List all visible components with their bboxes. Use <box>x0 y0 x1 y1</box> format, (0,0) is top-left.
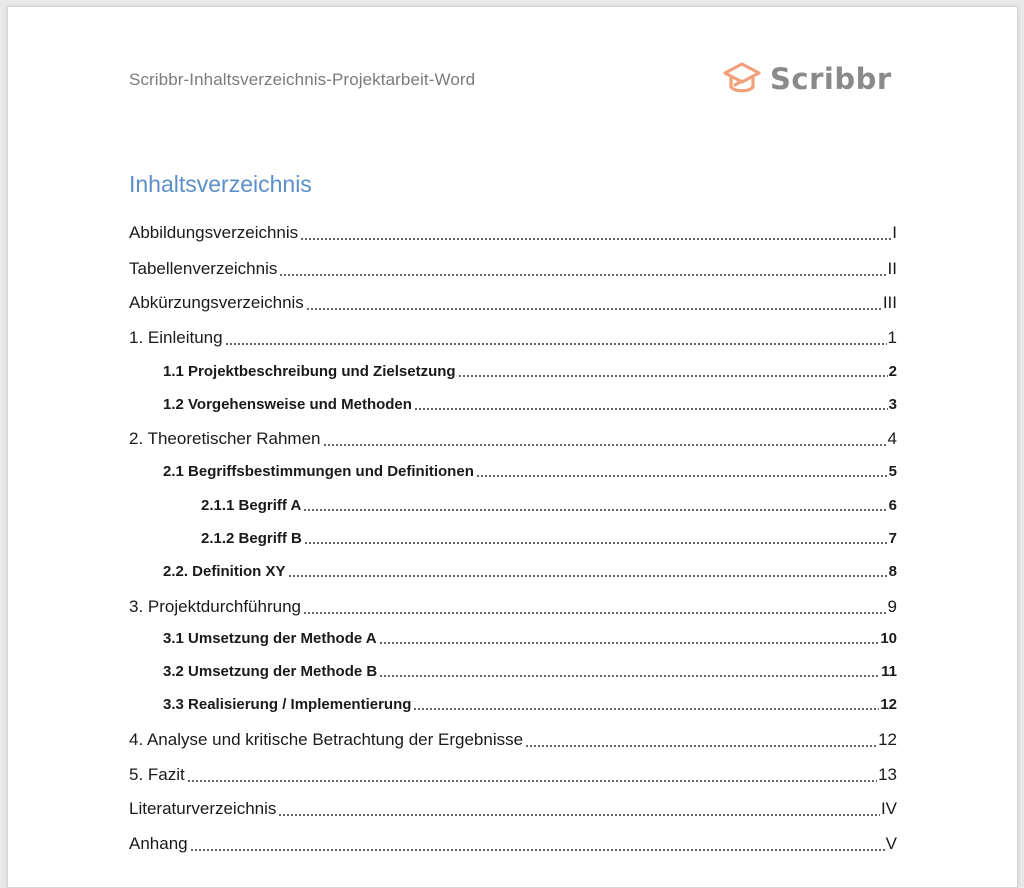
toc-entry-page: 13 <box>878 765 897 784</box>
toc-entry[interactable] <box>163 563 897 580</box>
toc-entry[interactable] <box>163 396 897 413</box>
toc-dot-leader <box>303 612 887 614</box>
toc-dot-leader <box>225 343 887 345</box>
toc-entry-page: 7 <box>888 530 897 547</box>
toc-entry-label: Abkürzungsverzeichnis <box>129 293 304 312</box>
toc-dot-leader <box>413 708 879 710</box>
document-page <box>7 6 1018 888</box>
toc-entry-label: 1. Einleitung <box>129 328 223 347</box>
toc-dot-leader <box>414 408 888 410</box>
toc-entry[interactable] <box>129 799 897 819</box>
toc-dot-leader <box>476 475 888 477</box>
toc-dot-leader <box>300 238 891 240</box>
toc-entry-label: 3.3 Realisierung / Implementierung <box>163 696 412 713</box>
toc-entry[interactable] <box>129 597 897 617</box>
toc-entry-label: 4. Analyse und kritische Betrachtung der Ergebnisse <box>129 730 524 749</box>
toc-dot-leader <box>187 780 877 782</box>
toc-entry-page: 2 <box>888 363 897 380</box>
toc-dot-leader <box>323 444 887 446</box>
toc-entry[interactable] <box>129 223 897 243</box>
toc-entry[interactable] <box>163 363 897 380</box>
toc-entry[interactable] <box>201 530 897 547</box>
toc-entry-label: 2. Theoretischer Rahmen <box>129 429 321 448</box>
toc-dot-leader <box>279 274 886 276</box>
toc-entry-label: Literaturverzeichnis <box>129 799 277 818</box>
logo-text: Scribbr <box>770 62 892 96</box>
toc-entry-page: 8 <box>888 563 897 580</box>
toc-entry-page: 10 <box>880 630 897 647</box>
toc-entry[interactable] <box>201 497 897 514</box>
toc-entry-label: Tabellenverzeichnis <box>129 259 278 278</box>
toc-entry-page: II <box>887 259 897 278</box>
toc-dot-leader <box>190 849 885 851</box>
toc-entry-label: Abbildungsverzeichnis <box>129 223 299 242</box>
toc-entry[interactable] <box>129 730 897 750</box>
toc-entry-label: Anhang <box>129 834 188 853</box>
toc-dot-leader <box>288 575 888 577</box>
toc-entry-page: III <box>882 293 897 312</box>
toc-entry-label: 2.1.1 Begriff A <box>201 497 302 514</box>
toc-entry[interactable] <box>129 834 897 854</box>
toc-entry-page: 3 <box>888 396 897 413</box>
toc-entry-label: 1.1 Projektbeschreibung und Zielsetzung <box>163 363 456 380</box>
graduation-cap-icon <box>722 60 762 98</box>
toc-dot-leader <box>303 509 887 511</box>
toc-entry-label: 5. Fazit <box>129 765 185 784</box>
toc-entry[interactable] <box>163 630 897 647</box>
toc-entry[interactable] <box>163 696 897 713</box>
toc-dot-leader <box>379 675 880 677</box>
toc-entry-page: 9 <box>887 597 897 616</box>
toc-dot-leader <box>304 542 888 544</box>
toc-entry-page: 1 <box>887 328 897 347</box>
toc-entry-label: 2.1.2 Begriff B <box>201 530 302 547</box>
toc-entry-label: 2.1 Begriffsbestimmungen und Definitionen <box>163 463 474 480</box>
scribbr-logo <box>722 59 892 99</box>
toc-entry-label: 3.1 Umsetzung der Methode A <box>163 630 377 647</box>
toc-entry-page: V <box>885 834 897 853</box>
toc-dot-leader <box>278 814 880 816</box>
toc-entry[interactable] <box>129 429 897 449</box>
toc-entry-label: 2.2. Definition XY <box>163 563 286 580</box>
toc-dot-leader <box>458 375 888 377</box>
toc-entry[interactable] <box>163 663 897 680</box>
toc-entry-page: 12 <box>880 696 897 713</box>
toc-entry-page: I <box>892 223 897 242</box>
toc-entry-label: 3. Projektdurchführung <box>129 597 301 616</box>
toc-entry-page: 5 <box>888 463 897 480</box>
toc-entry[interactable] <box>129 765 897 785</box>
toc-entry-page: IV <box>880 799 897 818</box>
toc-entry-label: 3.2 Umsetzung der Methode B <box>163 663 378 680</box>
toc-dot-leader <box>379 642 880 644</box>
toc-entry-page: 6 <box>888 497 897 514</box>
toc-entry[interactable] <box>129 259 897 279</box>
document-header-title: Scribbr-Inhaltsverzeichnis-Projektarbeit-Word <box>129 70 476 89</box>
toc-entry-label: 1.2 Vorgehensweise und Methoden <box>163 396 412 413</box>
toc-entry-page: 4 <box>887 429 897 448</box>
toc-entry-page: 12 <box>878 730 897 749</box>
toc-entry[interactable] <box>163 463 897 480</box>
toc-entry[interactable] <box>129 293 897 313</box>
toc-dot-leader <box>525 745 877 747</box>
toc-entry[interactable] <box>129 328 897 348</box>
toc-dot-leader <box>306 308 882 310</box>
toc-heading: Inhaltsverzeichnis <box>129 171 312 197</box>
toc-entry-page: 11 <box>881 663 897 680</box>
